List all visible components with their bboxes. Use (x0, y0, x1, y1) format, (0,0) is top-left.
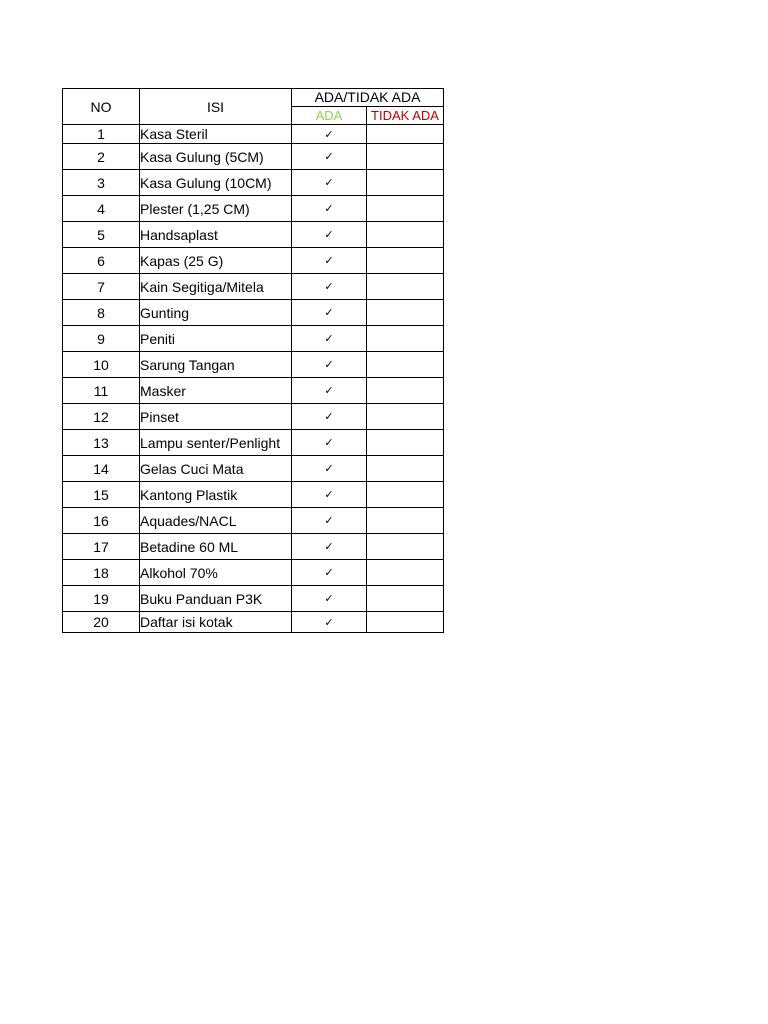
table-row (63, 508, 444, 534)
check-mark-icon: ✓ (292, 196, 367, 222)
check-mark-icon: ✓ (292, 378, 367, 404)
table-row (63, 222, 444, 248)
table-row (63, 300, 444, 326)
row-number: 20 (63, 612, 140, 633)
row-number: 7 (63, 274, 140, 300)
table-row (63, 274, 444, 300)
row-item-name: Plester (1,25 CM) (140, 196, 292, 222)
row-item-name: Sarung Tangan (140, 352, 292, 378)
tidak-ada-cell (367, 508, 444, 534)
row-number: 19 (63, 586, 140, 612)
row-number: 14 (63, 456, 140, 482)
row-number: 15 (63, 482, 140, 508)
header-tidak-ada: TIDAK ADA (367, 107, 444, 125)
check-mark-icon: ✓ (292, 222, 367, 248)
table-row (63, 196, 444, 222)
check-mark-icon: ✓ (292, 534, 367, 560)
checklist-body (63, 125, 444, 633)
row-number: 9 (63, 326, 140, 352)
table-row (63, 326, 444, 352)
row-item-name: Aquades/NACL (140, 508, 292, 534)
row-number: 11 (63, 378, 140, 404)
row-number: 17 (63, 534, 140, 560)
row-number: 12 (63, 404, 140, 430)
table-row (63, 125, 444, 144)
tidak-ada-cell (367, 125, 444, 144)
table-row (63, 170, 444, 196)
tidak-ada-cell (367, 404, 444, 430)
check-mark-icon: ✓ (292, 300, 367, 326)
check-mark-icon: ✓ (292, 170, 367, 196)
check-mark-icon: ✓ (292, 274, 367, 300)
checklist-table (62, 88, 444, 633)
row-number: 18 (63, 560, 140, 586)
tidak-ada-cell (367, 586, 444, 612)
row-number: 6 (63, 248, 140, 274)
row-item-name: Masker (140, 378, 292, 404)
tidak-ada-cell (367, 560, 444, 586)
row-number: 8 (63, 300, 140, 326)
tidak-ada-cell (367, 144, 444, 170)
row-item-name: Alkohol 70% (140, 560, 292, 586)
header-ada: ADA (292, 107, 367, 125)
row-number: 3 (63, 170, 140, 196)
header-no: NO (63, 89, 140, 125)
header-ada-tidak-ada: ADA/TIDAK ADA (292, 89, 444, 107)
row-item-name: Kasa Steril (140, 125, 292, 144)
row-item-name: Kapas (25 G) (140, 248, 292, 274)
table-row (63, 456, 444, 482)
check-mark-icon: ✓ (292, 482, 367, 508)
row-item-name: Handsaplast (140, 222, 292, 248)
tidak-ada-cell (367, 612, 444, 633)
tidak-ada-cell (367, 456, 444, 482)
check-mark-icon: ✓ (292, 430, 367, 456)
check-mark-icon: ✓ (292, 456, 367, 482)
row-number: 2 (63, 144, 140, 170)
row-number: 1 (63, 125, 140, 144)
row-item-name: Peniti (140, 326, 292, 352)
tidak-ada-cell (367, 248, 444, 274)
row-item-name: Gunting (140, 300, 292, 326)
check-mark-icon: ✓ (292, 612, 367, 633)
tidak-ada-cell (367, 430, 444, 456)
table-row (63, 430, 444, 456)
row-item-name: Kain Segitiga/Mitela (140, 274, 292, 300)
table-row (63, 560, 444, 586)
check-mark-icon: ✓ (292, 144, 367, 170)
row-item-name: Kasa Gulung (10CM) (140, 170, 292, 196)
table-row (63, 534, 444, 560)
check-mark-icon: ✓ (292, 586, 367, 612)
check-mark-icon: ✓ (292, 326, 367, 352)
table-row (63, 612, 444, 633)
row-number: 16 (63, 508, 140, 534)
row-item-name: Kasa Gulung (5CM) (140, 144, 292, 170)
table-row (63, 248, 444, 274)
row-item-name: Lampu senter/Penlight (140, 430, 292, 456)
check-mark-icon: ✓ (292, 508, 367, 534)
header-isi: ISI (140, 89, 292, 125)
row-item-name: Kantong Plastik (140, 482, 292, 508)
table-row (63, 378, 444, 404)
row-item-name: Gelas Cuci Mata (140, 456, 292, 482)
table-row (63, 482, 444, 508)
table-row (63, 352, 444, 378)
tidak-ada-cell (367, 534, 444, 560)
row-number: 4 (63, 196, 140, 222)
tidak-ada-cell (367, 222, 444, 248)
table-row (63, 404, 444, 430)
row-item-name: Betadine 60 ML (140, 534, 292, 560)
row-number: 5 (63, 222, 140, 248)
row-item-name: Buku Panduan P3K (140, 586, 292, 612)
table-row (63, 144, 444, 170)
row-number: 10 (63, 352, 140, 378)
check-mark-icon: ✓ (292, 404, 367, 430)
table-row (63, 586, 444, 612)
row-number: 13 (63, 430, 140, 456)
check-mark-icon: ✓ (292, 125, 367, 144)
tidak-ada-cell (367, 378, 444, 404)
tidak-ada-cell (367, 274, 444, 300)
row-item-name: Daftar isi kotak (140, 612, 292, 633)
check-mark-icon: ✓ (292, 560, 367, 586)
check-mark-icon: ✓ (292, 352, 367, 378)
tidak-ada-cell (367, 170, 444, 196)
tidak-ada-cell (367, 352, 444, 378)
tidak-ada-cell (367, 326, 444, 352)
check-mark-icon: ✓ (292, 248, 367, 274)
row-item-name: Pinset (140, 404, 292, 430)
tidak-ada-cell (367, 300, 444, 326)
tidak-ada-cell (367, 482, 444, 508)
tidak-ada-cell (367, 196, 444, 222)
